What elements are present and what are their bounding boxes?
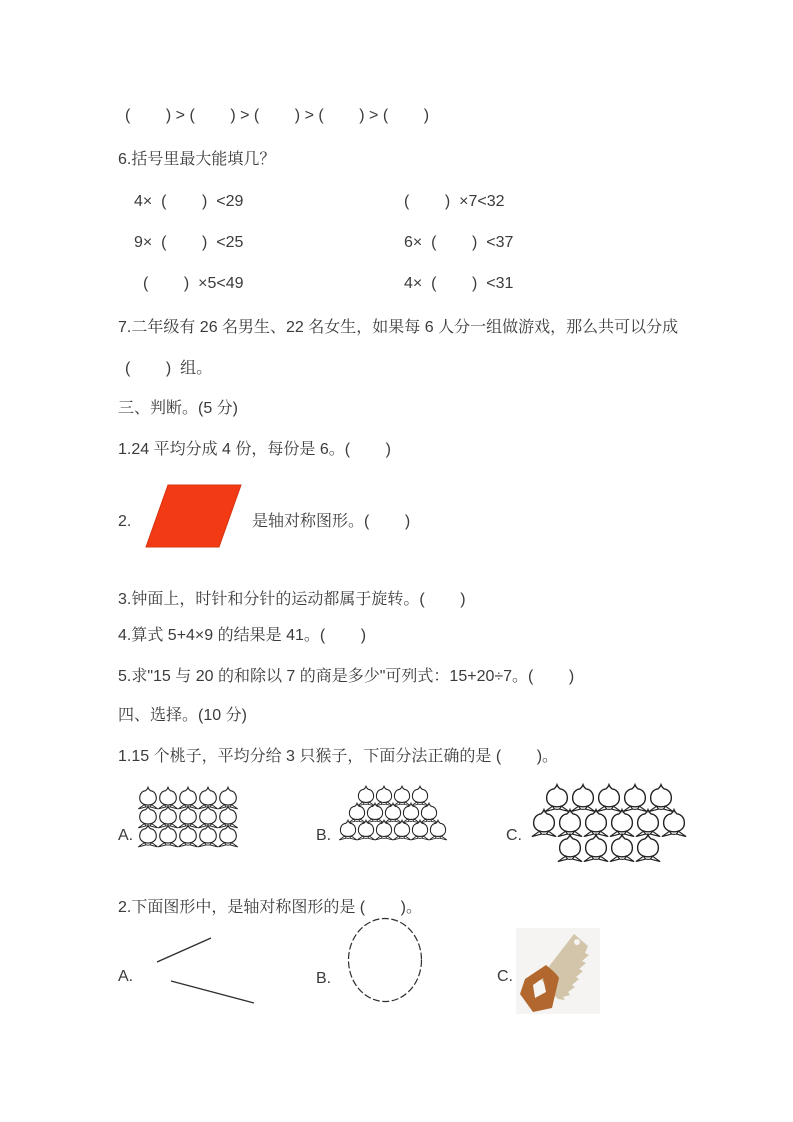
choice2-text: 2.下面图形中，是轴对称图形的是 ( )。 [118, 899, 423, 916]
choice1-option-b-label: B. [316, 827, 332, 844]
parallelogram-shape [140, 483, 242, 549]
q6-row2-left: 9× ( ) <25 [134, 234, 244, 251]
section3-title: 三、判断。(5 分) [118, 400, 239, 417]
judge-item-5: 5.求"15 与 20 的和除以 7 的商是多少"可列式：15+20÷7。( ) [118, 668, 575, 685]
choice1-option-b-peaches [326, 785, 456, 841]
choice1-option-c-peaches [514, 783, 700, 863]
parallelogram-fill [146, 485, 241, 547]
judge-item-2-text: 是轴对称图形。( ) [252, 513, 411, 530]
choice2-option-c-label: C. [497, 968, 513, 985]
q6-row1-right: ( ) ×7<32 [404, 193, 505, 210]
q6-row3-left: ( ) ×5<49 [143, 275, 244, 292]
peach-icon [633, 833, 663, 863]
q6-row1-left: 4× ( ) <29 [134, 193, 244, 210]
angle-lower-line [171, 981, 254, 1003]
judge-item-2-number: 2. [118, 513, 132, 530]
judge-item-4: 4.算式 5+4×9 的结果是 41。( ) [118, 627, 367, 644]
choice1-option-a-peaches [136, 786, 256, 848]
choice1-text: 1.15 个桃子，平均分给 3 只猴子，下面分法正确的是 ( )。 [118, 748, 559, 765]
q7-text-line2: ( ) 组。 [125, 360, 213, 377]
peach-icon [427, 819, 449, 841]
q7-text-line1: 7.二年级有 26 名男生、22 名女生，如果每 6 人分一组做游戏，那么共可以分成 [118, 319, 679, 336]
choice1-option-a-label: A. [118, 827, 134, 844]
hand-saw-icon [516, 928, 600, 1014]
section4-title: 四、选择。(10 分) [118, 707, 247, 724]
saw-hanging-hole [574, 939, 580, 945]
comparison-blanks-line: ( ) > ( ) > ( ) > ( ) > ( ) [125, 107, 430, 124]
circle-outline [349, 919, 422, 1002]
choice2-option-b-label: B. [316, 970, 332, 987]
peach-row [514, 833, 700, 863]
choice2-option-a-label: A. [118, 968, 134, 985]
q6-title: 6.括号里最大能填几？ [118, 151, 276, 168]
angle-lines-shape [148, 928, 263, 1013]
peach-row [326, 819, 456, 841]
hand-drawn-circle-shape [346, 916, 426, 1004]
choice1-option-c-label: C. [506, 827, 522, 844]
q6-row2-right: 6× ( ) <37 [404, 234, 514, 251]
peach-icon [216, 824, 240, 848]
judge-item-1: 1.24 平均分成 4 份，每份是 6。( ) [118, 441, 391, 458]
peach-row [136, 824, 256, 848]
angle-upper-line [157, 938, 211, 962]
q6-row3-right: 4× ( ) <31 [404, 275, 514, 292]
judge-item-3: 3.钟面上，时针和分针的运动都属于旋转。( ) [118, 591, 466, 608]
